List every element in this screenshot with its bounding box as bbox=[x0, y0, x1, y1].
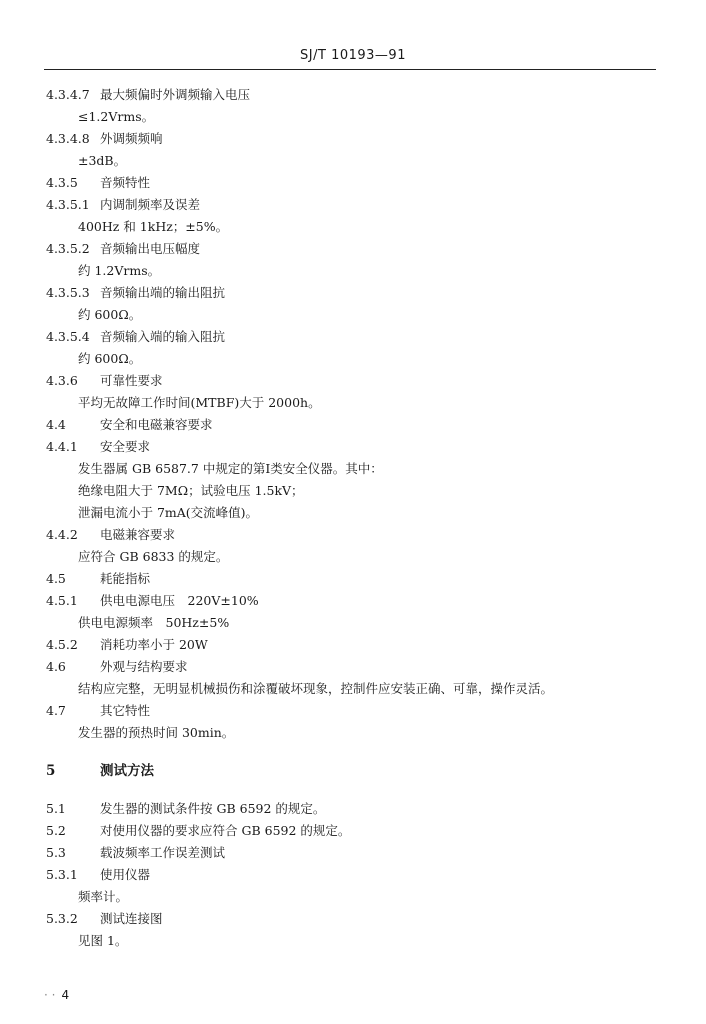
clause-text: 发生器的预热时间 30min。 bbox=[78, 725, 235, 740]
clause-heading bbox=[0, 820, 706, 842]
clause-text: 最大频偏时外调频输入电压 bbox=[100, 87, 251, 102]
clause-number: 4.6 bbox=[46, 659, 66, 674]
clause-body-text bbox=[0, 348, 706, 370]
page-number-dots: · · bbox=[44, 988, 56, 1002]
clause-heading bbox=[0, 842, 706, 864]
clause-number: 5.1 bbox=[46, 801, 66, 816]
clause-body-text bbox=[0, 260, 706, 282]
clause-heading bbox=[0, 700, 706, 722]
document-body bbox=[0, 84, 706, 952]
clause-text: 耗能指标 bbox=[100, 571, 151, 586]
clause-text: 结构应完整，无明显机械损伤和涂覆破坏现象，控制件应安装正确、可靠，操作灵活。 bbox=[78, 681, 554, 696]
clause-number: 4.5 bbox=[46, 571, 66, 586]
page-number: 4 bbox=[61, 988, 70, 1002]
clause-text: 安全要求 bbox=[100, 439, 151, 454]
clause-number: 5 bbox=[46, 763, 56, 779]
clause-body-text bbox=[0, 480, 706, 502]
clause-heading bbox=[0, 128, 706, 150]
clause-text: 内调制频率及误差 bbox=[100, 197, 201, 212]
clause-heading bbox=[0, 864, 706, 886]
clause-body-text bbox=[0, 458, 706, 480]
clause-heading bbox=[0, 634, 706, 656]
clause-text: 使用仪器 bbox=[100, 867, 151, 882]
clause-number: 4.4.1 bbox=[46, 439, 78, 454]
clause-heading bbox=[0, 656, 706, 678]
clause-body-text bbox=[0, 150, 706, 172]
clause-text: 安全和电磁兼容要求 bbox=[100, 417, 213, 432]
page-footer bbox=[44, 988, 69, 1002]
clause-text: ≤1.2Vrms。 bbox=[78, 109, 155, 124]
clause-text: 对使用仪器的要求应符合 GB 6592 的规定。 bbox=[100, 823, 351, 838]
clause-text: 电磁兼容要求 bbox=[100, 527, 176, 542]
clause-text: 音频输出端的输出阻抗 bbox=[100, 285, 226, 300]
clause-heading bbox=[0, 524, 706, 546]
clause-number: 4.3.5.4 bbox=[46, 329, 90, 344]
clause-body-text bbox=[0, 106, 706, 128]
clause-number: 4.4.2 bbox=[46, 527, 78, 542]
header-rule bbox=[44, 69, 656, 70]
clause-text: 其它特性 bbox=[100, 703, 151, 718]
clause-text: 测试连接图 bbox=[100, 911, 163, 926]
clause-text: 消耗功率小于 20W bbox=[100, 637, 208, 652]
clause-heading bbox=[0, 84, 706, 106]
clause-text: 载波频率工作误差测试 bbox=[100, 845, 226, 860]
clause-heading bbox=[0, 414, 706, 436]
section-heading bbox=[0, 760, 706, 782]
clause-text: 发生器的测试条件按 GB 6592 的规定。 bbox=[100, 801, 326, 816]
clause-body-text bbox=[0, 502, 706, 524]
clause-text: 可靠性要求 bbox=[100, 373, 163, 388]
clause-text: 泄漏电流小于 7mA(交流峰值)。 bbox=[78, 505, 259, 520]
clause-number: 5.3 bbox=[46, 845, 66, 860]
clause-number: 4.7 bbox=[46, 703, 66, 718]
clause-number: 5.3.2 bbox=[46, 911, 78, 926]
clause-heading bbox=[0, 590, 706, 612]
clause-text: 平均无故障工作时间(MTBF)大于 2000h。 bbox=[78, 395, 321, 410]
clause-heading bbox=[0, 194, 706, 216]
spacer bbox=[0, 744, 706, 760]
clause-body-text bbox=[0, 304, 706, 326]
clause-text: 约 600Ω。 bbox=[78, 307, 142, 322]
clause-body-text bbox=[0, 722, 706, 744]
clause-text: 音频输出电压幅度 bbox=[100, 241, 201, 256]
clause-number: 4.5.1 bbox=[46, 593, 78, 608]
clause-text: 400Hz 和 1kHz；±5%。 bbox=[78, 219, 229, 234]
clause-text: 音频特性 bbox=[100, 175, 151, 190]
clause-text: 外观与结构要求 bbox=[100, 659, 188, 674]
clause-body-text bbox=[0, 546, 706, 568]
clause-heading bbox=[0, 798, 706, 820]
clause-heading bbox=[0, 238, 706, 260]
clause-body-text bbox=[0, 392, 706, 414]
clause-number: 5.3.1 bbox=[46, 867, 78, 882]
clause-body-text bbox=[0, 678, 706, 700]
clause-number: 4.3.5.2 bbox=[46, 241, 90, 256]
clause-number: 4.3.5.1 bbox=[46, 197, 90, 212]
clause-number: 4.3.5.3 bbox=[46, 285, 90, 300]
clause-body-text bbox=[0, 216, 706, 238]
clause-number: 4.5.2 bbox=[46, 637, 78, 652]
clause-number: 4.3.6 bbox=[46, 373, 78, 388]
clause-text: 发生器属 GB 6587.7 中规定的第Ⅰ类安全仪器。其中： bbox=[78, 461, 383, 476]
clause-body-text bbox=[0, 612, 706, 634]
clause-text: 供电电源电压 220V±10% bbox=[100, 593, 259, 608]
clause-text: ±3dB。 bbox=[78, 153, 127, 168]
clause-body-text bbox=[0, 886, 706, 908]
clause-heading bbox=[0, 370, 706, 392]
clause-text: 见图 1。 bbox=[78, 933, 128, 948]
clause-number: 4.3.4.7 bbox=[46, 87, 90, 102]
clause-text: 绝缘电阻大于 7MΩ；试验电压 1.5kV； bbox=[78, 483, 304, 498]
clause-heading bbox=[0, 436, 706, 458]
clause-heading bbox=[0, 282, 706, 304]
clause-number: 5.2 bbox=[46, 823, 66, 838]
clause-text: 约 1.2Vrms。 bbox=[78, 263, 161, 278]
clause-text: 供电电源频率 50Hz±5% bbox=[78, 615, 230, 630]
clause-number: 4.3.5 bbox=[46, 175, 78, 190]
document-header: SJ/T 10193—91 bbox=[300, 48, 406, 63]
clause-text: 应符合 GB 6833 的规定。 bbox=[78, 549, 229, 564]
clause-heading bbox=[0, 326, 706, 348]
clause-text: 频率计。 bbox=[78, 889, 129, 904]
clause-heading bbox=[0, 172, 706, 194]
clause-text: 约 600Ω。 bbox=[78, 351, 142, 366]
clause-text: 音频输入端的输入阻抗 bbox=[100, 329, 226, 344]
clause-body-text bbox=[0, 930, 706, 952]
clause-number: 4.4 bbox=[46, 417, 66, 432]
clause-text: 测试方法 bbox=[100, 763, 154, 779]
clause-number: 4.3.4.8 bbox=[46, 131, 90, 146]
spacer bbox=[0, 782, 706, 798]
clause-heading bbox=[0, 568, 706, 590]
clause-heading bbox=[0, 908, 706, 930]
clause-text: 外调频频响 bbox=[100, 131, 163, 146]
